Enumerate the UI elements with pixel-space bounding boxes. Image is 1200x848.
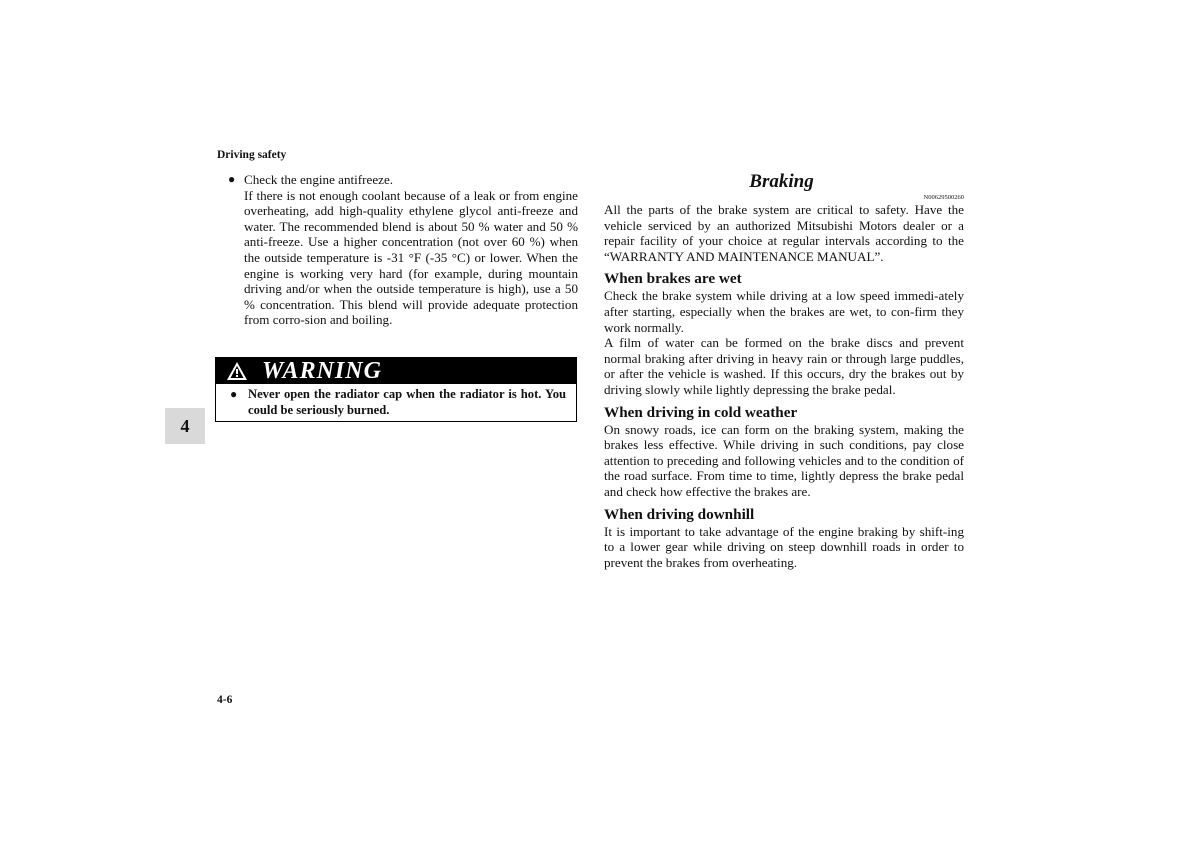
- braking-section: [604, 172, 964, 570]
- antifreeze-paragraph: If there is not enough coolant because of a leak or from engine overheating, add high-quality ethylene glycol anti-freeze and water. The recommended blend is about 50 % water and 50 % anti-freeze. Use a higher concentration (not over 60 %) when the outside temperature is -31 °F (-35 °C) or lower. When the engine is working very hard (for example, during mountain driving and/or when the outside temperature is high), use a 50 % concentration. This blend will provide adequate protection from corro-sion and boiling.: [244, 187, 578, 328]
- warning-title: WARNING: [262, 357, 382, 384]
- warning-triangle-icon: [226, 361, 248, 381]
- section-title: Braking: [749, 171, 814, 192]
- antifreeze-heading: Check the engine antifreeze.: [244, 172, 394, 187]
- warning-header: [216, 358, 576, 384]
- antifreeze-item: [228, 172, 578, 328]
- warning-text: Never open the radiator cap when the radiator is hot. You could be seriously burned.: [248, 387, 566, 417]
- wet-brakes-paragraph: Check the brake system while driving at a low speed immedi-ately after starting, especially when the brakes are wet, to con-firm they work normally.: [604, 288, 964, 335]
- chapter-tab: [165, 408, 205, 444]
- bullet-icon: ●: [230, 387, 238, 401]
- warning-box: [215, 357, 577, 422]
- braking-intro: All the parts of the brake system are critical to safety. Have the vehicle serviced by an authorized Mitsubishi Motors dealer or a repair facility of your choice at regular intervals according to the “WARRANTY AND MAINTENANCE MANUAL”.: [604, 202, 964, 264]
- subheading-wet-brakes: When brakes are wet: [604, 270, 742, 288]
- subheading-cold-weather: When driving in cold weather: [604, 403, 798, 421]
- page-number: 4-6: [217, 694, 233, 706]
- reference-code: N00629500260: [923, 194, 964, 201]
- bullet-icon: ●: [228, 172, 236, 186]
- downhill-paragraph: It is important to take advantage of the engine braking by shift-ing to a lower gear while driving on steep downhill roads in order to prevent the brakes from overheating.: [604, 523, 964, 570]
- chapter-number: 4: [180, 415, 190, 436]
- subheading-downhill: When driving downhill: [604, 505, 755, 523]
- running-header: Driving safety: [217, 149, 287, 161]
- cold-weather-paragraph: On snowy roads, ice can form on the braking system, making the brakes less effective. While driving in such conditions, pay close attention to preceding and following vehicles and to the condition of the road surface. From time to time, lightly depress the brake pedal and check how effective the brakes are.: [604, 421, 964, 499]
- wet-brakes-paragraph: A film of water can be formed on the brake discs and prevent normal braking after driving in heavy rain or through large puddles, or after the vehicle is washed. If this occurs, dry the brakes out by driving slowly while lightly depressing the brake pedal.: [604, 335, 964, 397]
